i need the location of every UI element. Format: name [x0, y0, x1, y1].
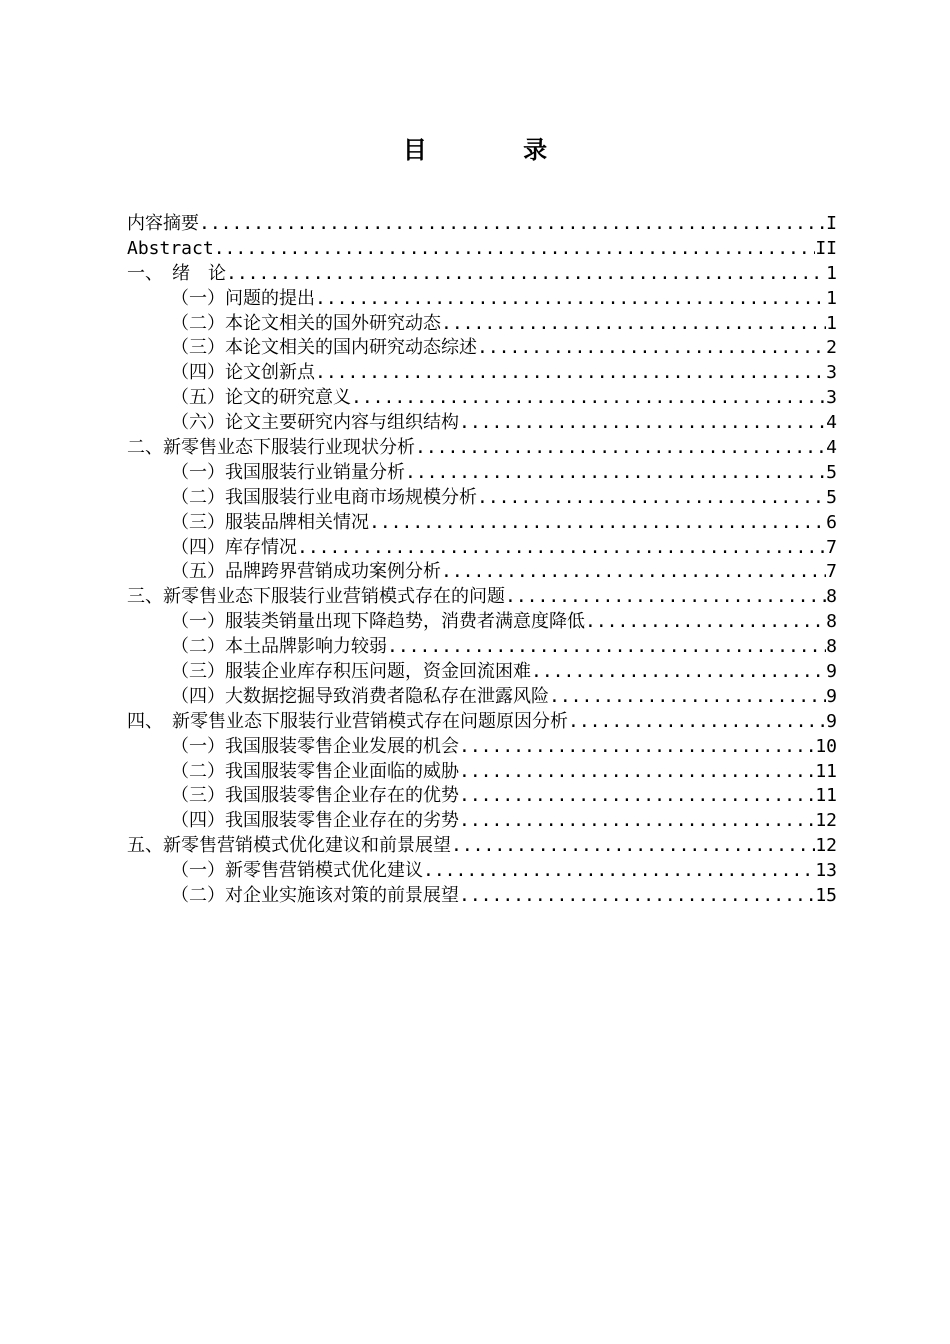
toc-entry-page-number: 8 — [826, 611, 837, 633]
toc-entry[interactable] — [127, 486, 837, 511]
toc-dot-leader — [441, 312, 826, 337]
toc-entry[interactable] — [127, 212, 837, 237]
toc-entry-page-number: 12 — [815, 810, 837, 832]
toc-entry-label: （四）大数据挖掘导致消费者隐私存在泄露风险 — [171, 685, 549, 707]
toc-dot-leader — [415, 436, 826, 461]
toc-entry-page-number: 7 — [826, 536, 837, 558]
toc-entry[interactable] — [127, 411, 837, 436]
toc-entry-page-number: II — [815, 237, 837, 259]
toc-entry-page-number: 8 — [826, 586, 837, 608]
toc-entry-page-number: 2 — [826, 337, 837, 359]
toc-entry-label: （二）本土品牌影响力较弱 — [171, 636, 387, 658]
toc-entry[interactable] — [127, 461, 837, 486]
toc-entry-page-number: 12 — [815, 835, 837, 857]
toc-entry[interactable] — [127, 262, 837, 287]
toc-entry-label: （一）我国服装零售企业发展的机会 — [171, 735, 459, 757]
toc-entry-label: 二、新零售业态下服装行业现状分析 — [127, 437, 415, 459]
toc-entry-page-number: I — [826, 213, 837, 234]
toc-entry-label: 五、新零售营销模式优化建议和前景展望 — [127, 835, 451, 857]
toc-entry[interactable] — [127, 312, 837, 337]
toc-entry[interactable] — [127, 859, 837, 884]
toc-entry-page-number: 15 — [815, 885, 837, 907]
toc-dot-leader — [477, 486, 826, 511]
toc-dot-leader — [585, 610, 826, 635]
toc-entry-page-number: 5 — [826, 461, 837, 483]
toc-entry-page-number: 6 — [826, 511, 837, 533]
toc-entry-page-number: 1 — [826, 312, 837, 334]
toc-entry-page-number: 11 — [815, 785, 837, 807]
toc-entry[interactable] — [127, 735, 837, 760]
toc-entry-page-number: 1 — [826, 262, 837, 284]
toc-entry-page-number: 3 — [826, 387, 837, 409]
toc-entry[interactable] — [127, 784, 837, 809]
toc-entry-label: 内容摘要 — [127, 213, 199, 234]
toc-entry[interactable] — [127, 436, 837, 461]
toc-entry-label: 三、新零售业态下服装行业营销模式存在的问题 — [127, 586, 505, 608]
toc-entry[interactable] — [127, 585, 837, 610]
toc-entry[interactable] — [127, 386, 837, 411]
toc-entry[interactable] — [127, 685, 837, 710]
toc-entry-label: （六）论文主要研究内容与组织结构 — [171, 412, 459, 434]
toc-entry-label: （三）服装企业库存积压问题，资金回流困难 — [171, 661, 531, 683]
toc-entry[interactable] — [127, 237, 837, 262]
toc-dot-leader — [568, 710, 826, 735]
toc-dot-leader — [199, 212, 826, 237]
toc-entry-label: （三）我国服装零售企业存在的优势 — [171, 785, 459, 807]
toc-entry[interactable] — [127, 511, 837, 536]
toc-entry-label: （一）我国服装行业销量分析 — [171, 461, 405, 483]
toc-entry-label: （二）对企业实施该对策的前景展望 — [171, 885, 459, 907]
toc-entry-label: Abstract — [127, 237, 214, 259]
toc-entry-label: （一）服装类销量出现下降趋势，消费者满意度降低 — [171, 611, 585, 633]
toc-dot-leader — [226, 262, 826, 287]
toc-entry-label: （一）新零售营销模式优化建议 — [171, 860, 423, 882]
toc-entry-label: （二）我国服装行业电商市场规模分析 — [171, 486, 477, 508]
toc-entry[interactable] — [127, 809, 837, 834]
toc-entry-label: （四）论文创新点 — [171, 362, 315, 384]
toc-dot-leader — [423, 859, 815, 884]
toc-entry-label: （三）本论文相关的国内研究动态综述 — [171, 337, 477, 359]
toc-entry-label: （二）我国服装零售企业面临的威胁 — [171, 760, 459, 782]
toc-dot-leader — [477, 336, 826, 361]
toc-entry-page-number: 4 — [826, 437, 837, 459]
toc-entry-label: （五）品牌跨界营销成功案例分析 — [171, 561, 441, 583]
toc-entry-page-number: 9 — [826, 710, 837, 732]
toc-dot-leader — [315, 287, 826, 312]
toc-entry[interactable] — [127, 536, 837, 561]
toc-entry-label: （四）库存情况 — [171, 536, 297, 558]
toc-dot-leader — [315, 361, 826, 386]
toc-dot-leader — [459, 760, 815, 785]
toc-entry-page-number: 5 — [826, 486, 837, 508]
toc-dot-leader — [405, 461, 826, 486]
toc-entry-label: 四、 新零售业态下服装行业营销模式存在问题原因分析 — [127, 710, 568, 732]
toc-entry-page-number: 8 — [826, 636, 837, 658]
toc-dot-leader — [531, 660, 826, 685]
toc-entry[interactable] — [127, 710, 837, 735]
toc-entry-page-number: 13 — [815, 860, 837, 882]
toc-entry[interactable] — [127, 884, 837, 909]
toc-dot-leader — [505, 585, 826, 610]
toc-entry-label: （二）本论文相关的国外研究动态 — [171, 312, 441, 334]
toc-dot-leader — [297, 536, 826, 561]
toc-dot-leader — [387, 635, 826, 660]
toc-entry-page-number: 9 — [826, 685, 837, 707]
toc-entry[interactable] — [127, 660, 837, 685]
toc-entry[interactable] — [127, 336, 837, 361]
toc-dot-leader — [459, 809, 815, 834]
toc-dot-leader — [351, 386, 826, 411]
toc-entry[interactable] — [127, 834, 837, 859]
toc-entry-label: （一）问题的提出 — [171, 287, 315, 309]
toc-dot-leader — [451, 834, 815, 859]
toc-entry[interactable] — [127, 287, 837, 312]
toc-entry-label: （四）我国服装零售企业存在的劣势 — [171, 810, 459, 832]
toc-entry-page-number: 3 — [826, 362, 837, 384]
toc-dot-leader — [369, 511, 826, 536]
toc-dot-leader — [459, 784, 815, 809]
toc-dot-leader — [549, 685, 826, 710]
toc-entry[interactable] — [127, 361, 837, 386]
toc-dot-leader — [459, 884, 815, 909]
toc-dot-leader — [459, 735, 815, 760]
toc-dot-leader — [214, 237, 816, 262]
page-title: 目 录 — [402, 136, 592, 164]
toc-entry[interactable] — [127, 610, 837, 635]
table-of-contents — [127, 212, 837, 909]
toc-entry-label: （三）服装品牌相关情况 — [171, 511, 369, 533]
toc-entry[interactable] — [127, 760, 837, 785]
toc-entry[interactable] — [127, 560, 837, 585]
toc-dot-leader — [459, 411, 826, 436]
toc-entry-page-number: 1 — [826, 287, 837, 309]
toc-entry-page-number: 11 — [815, 760, 837, 782]
toc-entry-page-number: 10 — [815, 735, 837, 757]
toc-entry-label: （五）论文的研究意义 — [171, 387, 351, 409]
toc-entry-page-number: 4 — [826, 412, 837, 434]
toc-entry-page-number: 9 — [826, 661, 837, 683]
toc-entry-page-number: 7 — [826, 561, 837, 583]
toc-entry[interactable] — [127, 635, 837, 660]
toc-entry-label: 一、 绪 论 — [127, 262, 226, 284]
toc-dot-leader — [441, 560, 826, 585]
